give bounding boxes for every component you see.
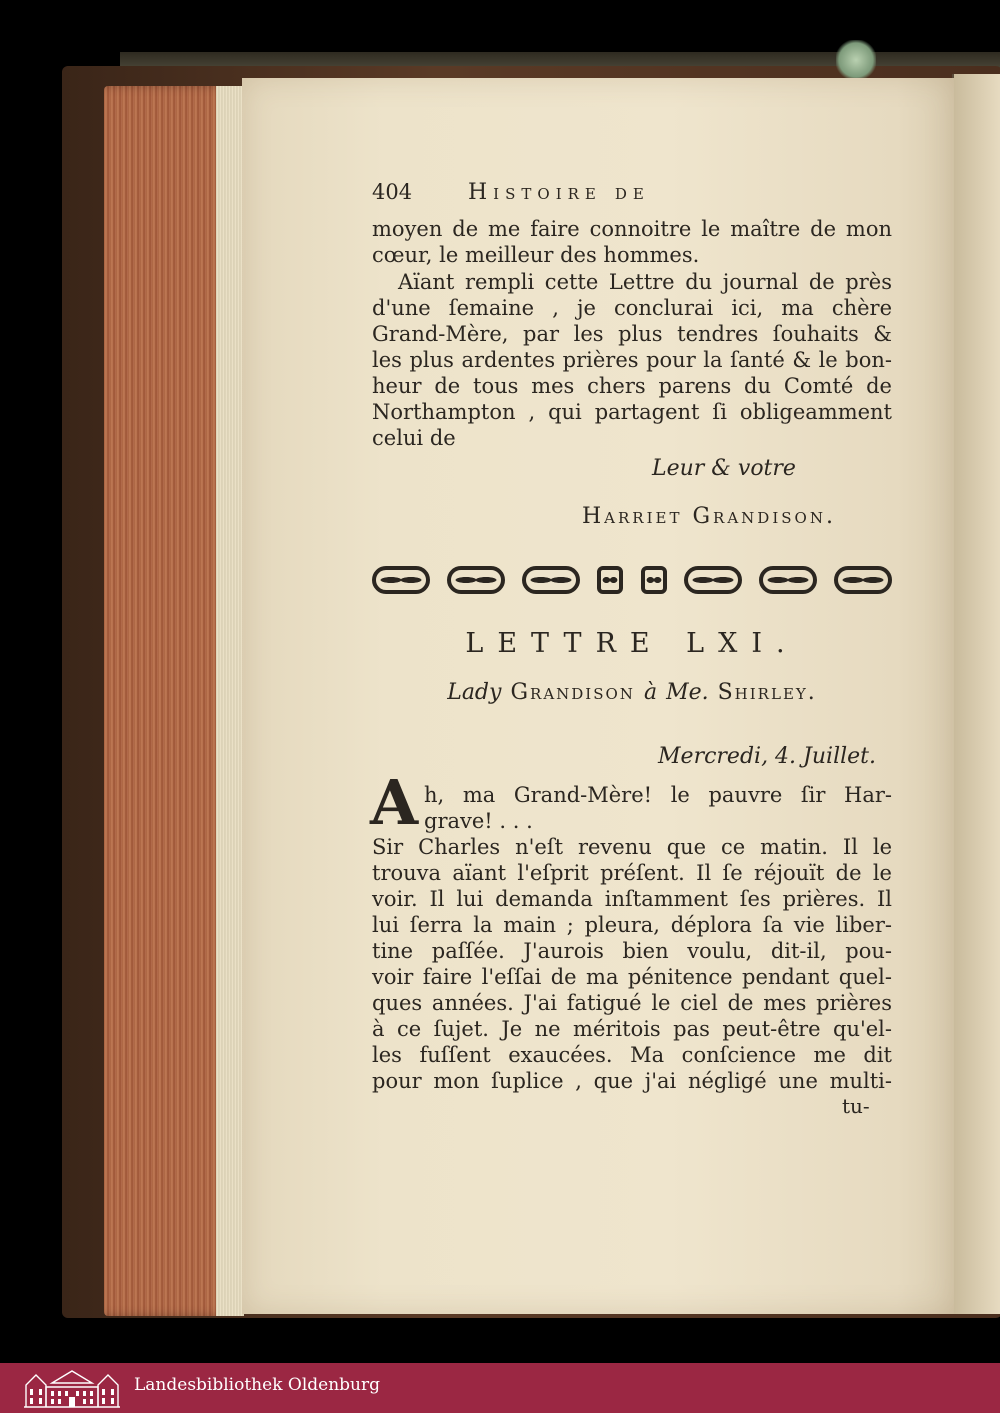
ornament-icon [834, 566, 892, 594]
ornament-icon [447, 566, 505, 594]
text-line: celui de [372, 426, 456, 450]
letter-dateline: Mercredi, 4. Juillet. [658, 744, 876, 769]
text-line: Grand-Mère, par les plus tendres ſouhaits & [372, 322, 892, 346]
text-line: à ce ſujet. Je ne méritois pas peut-être qu'el- [372, 1017, 892, 1041]
address-preposition: à [643, 680, 658, 705]
footer-library-name: Landesbibliothek Oldenburg [134, 1375, 381, 1395]
text-line: Aïant rempli cette Lettre du journal de près [398, 270, 892, 294]
letter-heading: LETTRE LXI. [465, 628, 799, 659]
text-line: lui ſerra la main ; pleura, déplora ſa vie liber- [372, 913, 892, 937]
running-head [372, 180, 892, 210]
text-line: les plus ardentes prières pour la ſanté & le bon- [372, 348, 892, 372]
page-number: 404 [372, 180, 413, 204]
letter-closing: Leur & votre [652, 456, 796, 481]
text-line: grave! . . . [424, 809, 533, 833]
sender-name: Grandison [510, 680, 635, 705]
catchword: tu- [842, 1094, 870, 1118]
text-line: les fuſſent exaucées. Ma conſcience me dit [372, 1043, 892, 1067]
text-line: pour mon ſuplice , que j'ai négligé une multi- [372, 1069, 892, 1093]
text-line: cœur, le meilleur des hommes. [372, 243, 700, 267]
library-building-icon [22, 1367, 122, 1409]
facing-page-edge [952, 74, 1000, 1314]
ornament-icon [641, 566, 667, 594]
text-line: Sir Charles n'eſt revenu que ce matin. Il le [372, 835, 892, 859]
bookmark-ribbon [836, 40, 876, 80]
ornament-icon [372, 566, 430, 594]
text-line: voir faire l'eſſai de ma pénitence pendant quel- [372, 965, 892, 989]
text-line: tine paſſée. J'aurois bien voulu, dit-il, pou- [372, 939, 892, 963]
recipient-name: Shirley. [717, 680, 817, 705]
ornamental-divider [372, 563, 892, 597]
ornament-icon [597, 566, 623, 594]
text-line: ques années. J'ai fatigué le ciel de mes prières [372, 991, 892, 1015]
drop-cap: A [370, 766, 419, 839]
recipient-title: Me. [666, 680, 709, 705]
footer-bar [0, 1363, 1000, 1413]
text-line: h, ma Grand-Mère! le pauvre ſir Har- [424, 783, 892, 807]
sender-title: Lady [447, 680, 502, 705]
text-line: d'une ſemaine , je conclurai ici, ma chère [372, 296, 892, 320]
page-edges [104, 86, 244, 1316]
text-line: Northampton , qui partagent ſi obligeamment [372, 400, 892, 424]
ornament-icon [759, 566, 817, 594]
text-line: moyen de me faire connoitre le maître de mon [372, 217, 892, 241]
text-line: trouva aïant l'eſprit préſent. Il ſe réjouït de le [372, 861, 892, 885]
ornament-icon [522, 566, 580, 594]
text-line: voir. Il lui demanda inſtamment ſes prières. Il [372, 887, 892, 911]
letter-address [372, 680, 892, 705]
ornament-icon [684, 566, 742, 594]
running-title: Histoire de [468, 180, 650, 205]
text-line: heur de tous mes chers parens du Comté de [372, 374, 892, 398]
letter-signature: Harriet Grandison. [582, 504, 836, 529]
